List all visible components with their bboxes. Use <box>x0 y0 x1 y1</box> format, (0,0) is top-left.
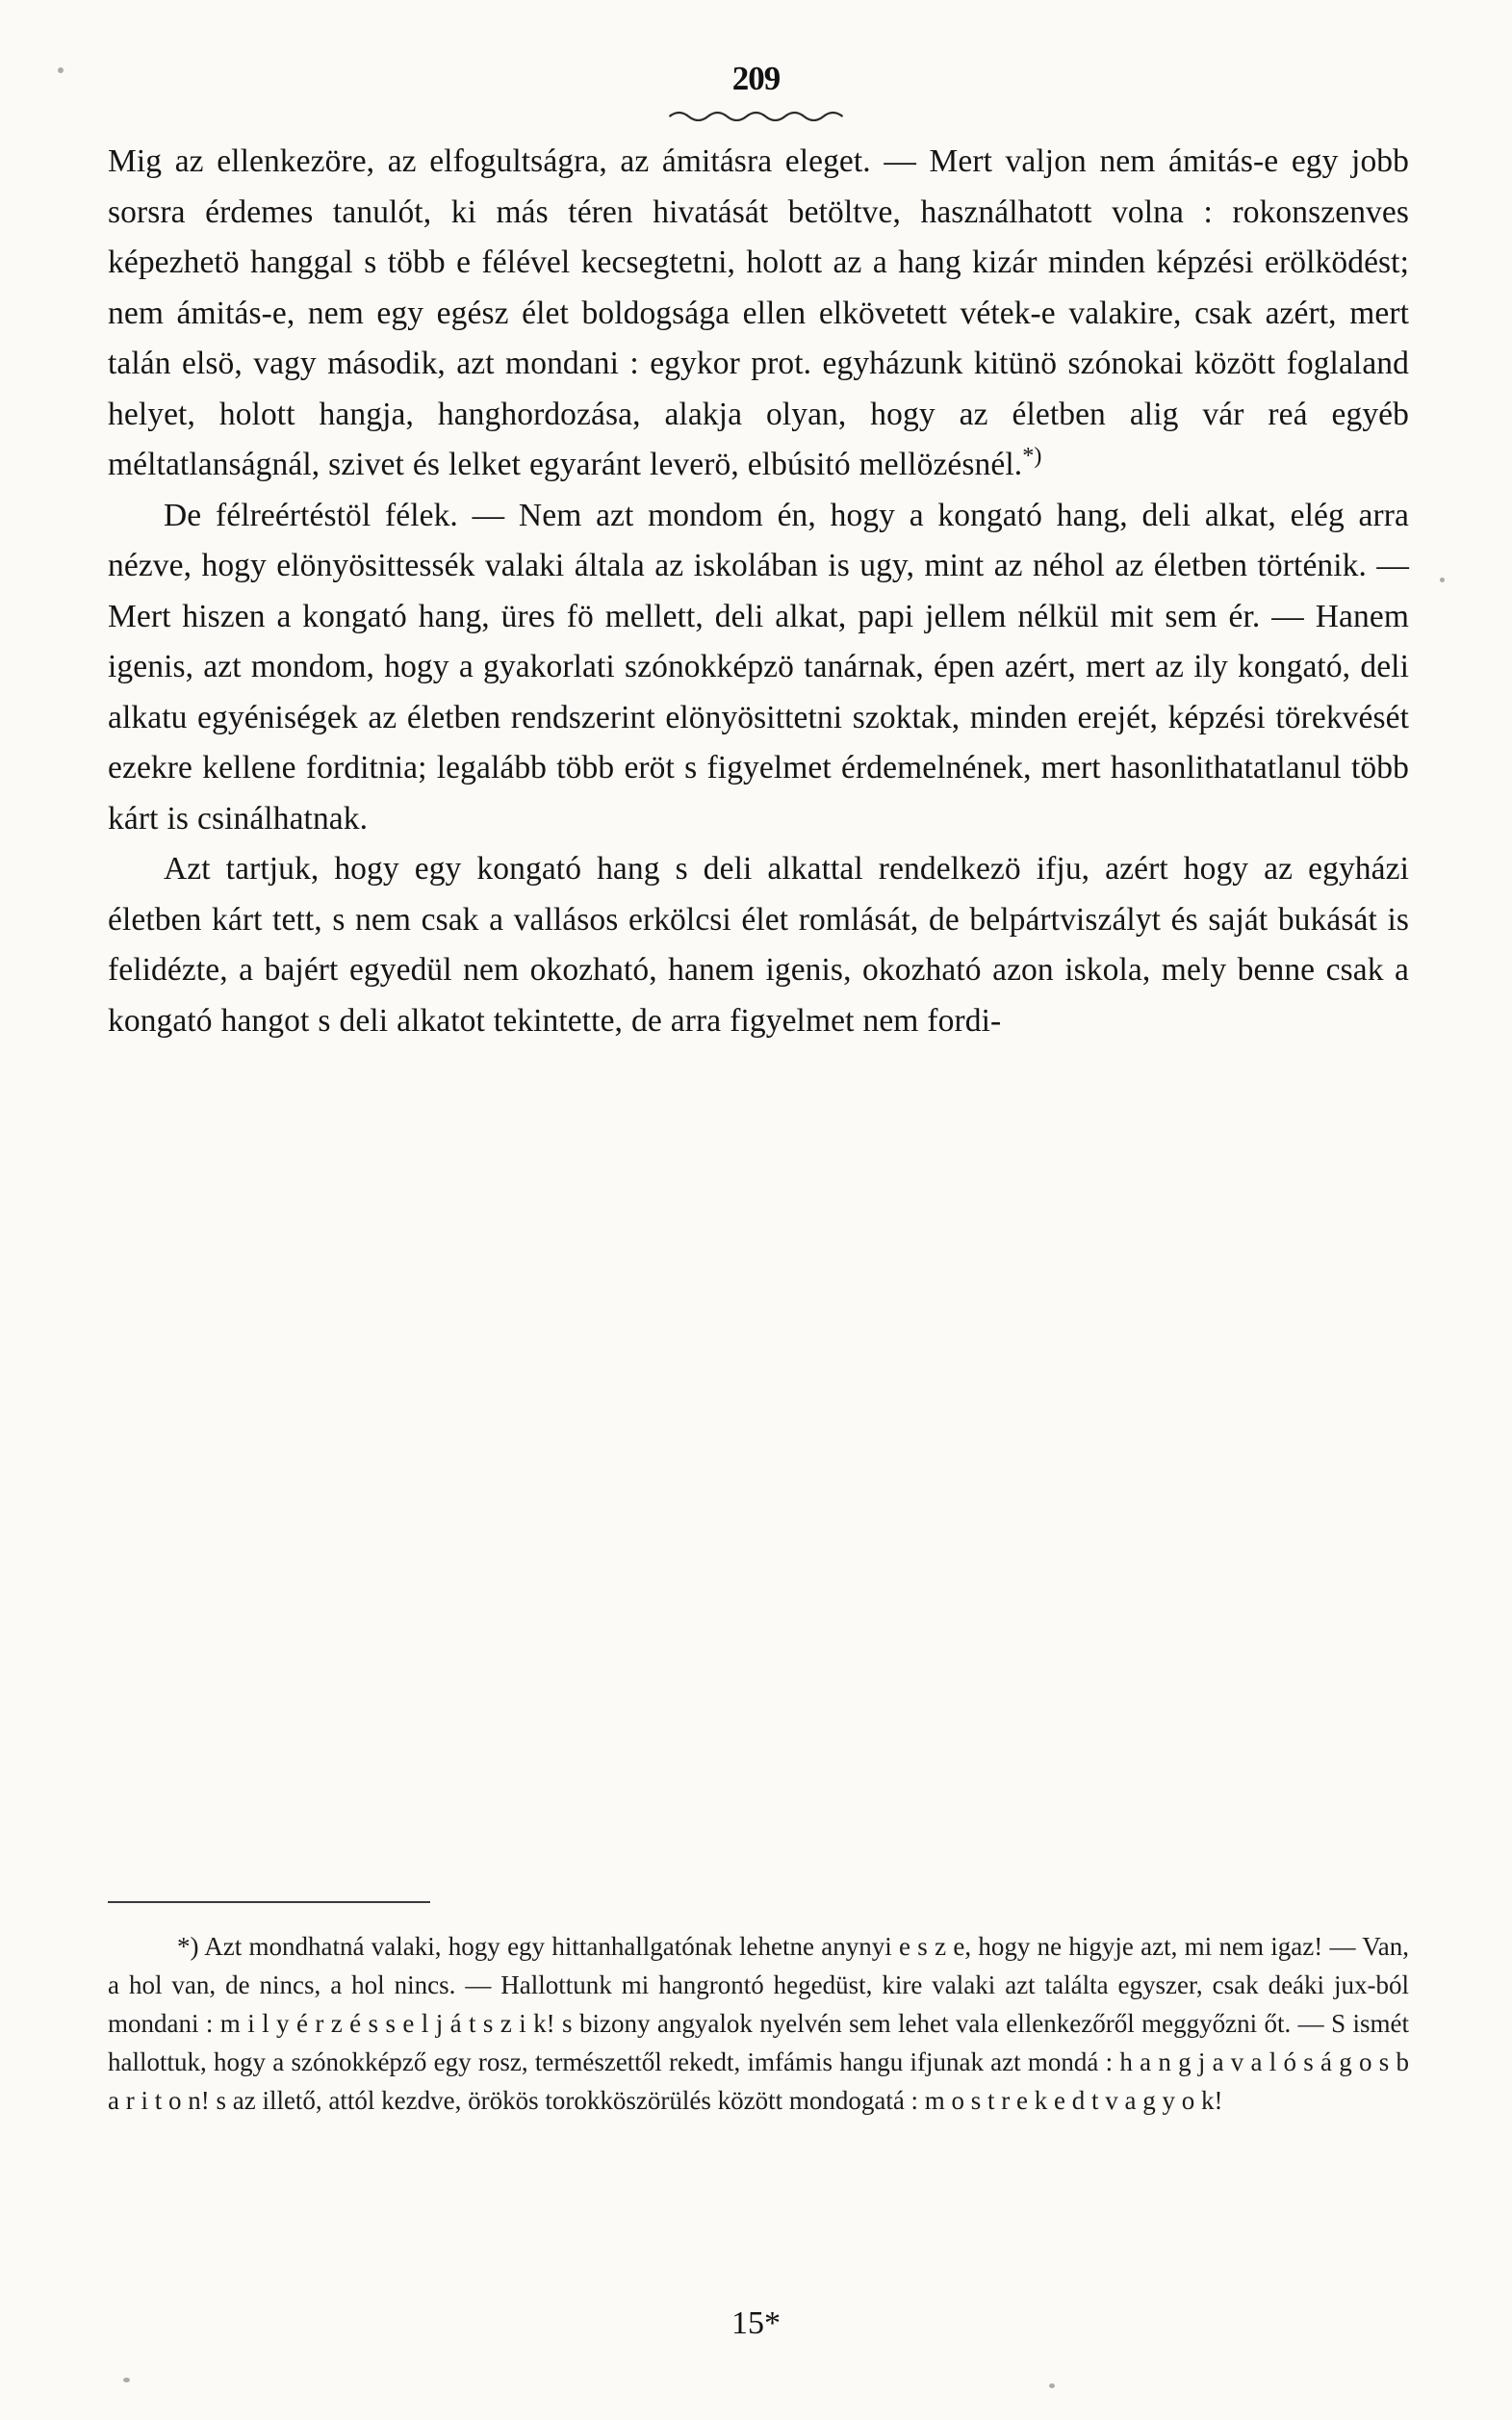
footnote-separator <box>108 1901 430 1903</box>
page-number: 209 <box>731 60 781 97</box>
footnote-block <box>108 1927 1409 2120</box>
scan-speck <box>123 2378 130 2382</box>
page-number-flourish <box>667 108 845 121</box>
scan-speck <box>1440 578 1445 582</box>
paragraph-3: Azt tartjuk, hogy egy kongató hang s deli alkattal rendelkezö ifju, azért hogy az egyházi életben kárt tett, s nem csak a vallásos erkölcsi élet romlását, de belpártviszályt és saját bukását is felidézte, a bajért egyedül nem okozható, hanem igenis, okozható azon iskola, mely benne csak a kongató hangot s deli alkatot tekintette, de arra figyelmet nem fordi- <box>108 851 1409 1039</box>
paragraph-2: De félreértéstöl félek. — Nem azt mondom én, hogy a kongató hang, deli alkat, elég arra nézve, hogy elönyösittessék valaki általa az iskolában is ugy, mint az néhol az életben történik. — Mert hiszen a kongató hang, üres fö mellett, deli alkat, papi jellem nélkül mit sem ér. — Hanem igenis, azt mondom, hogy a gyakorlati szónokképzö tanárnak, épen azért, mert az ily kongató, deli alkatu egyéniségek az életben rendszerint elönyösittetni szoktak, minden erejét, képzési törekvését ezekre kellene forditnia; legalább több eröt s figyelmet érdemelnének, mert hasonlithatatlanul több kárt is csinálhatnak. <box>108 497 1409 837</box>
paragraph-1: Mig az ellenkezöre, az elfogultságra, az ámitásra eleget. — Mert valjon nem ámitás-e egy jobb sorsra érdemes tanulót, ki más téren hivatását betöltve, használhatott volna : rokonszenves képezhetö hanggal s több e félével kecsegtetni, holott az a hang kizár minden képzési erölködést; nem ámitás-e, nem egy egész élet boldogsága ellen elkövetett vétek-e valakire, csak azért, mert talán elsö, vagy második, azt mondani : egykor prot. egyházunk kitünö szónokai között foglaland helyet, holott hangja, hanghordozása, alakja olyan, hogy az életben alig vár reá egyéb méltatlanságnál, szivet és lelket egyaránt leverö, elbúsitó mellözésnél.*) <box>108 143 1409 482</box>
signature-mark: 15* <box>731 2305 781 2341</box>
footnote-reference: *) <box>1022 443 1042 469</box>
scan-speck <box>1049 2383 1055 2388</box>
scan-speck <box>58 67 64 73</box>
page-body <box>108 137 1409 1046</box>
footnote-text: *) Azt mondhatná valaki, hogy egy hittanhallgatónak lehetne anynyi e s z e, hogy ne higyje azt, mi nem igaz! — Van, a hol van, de nincs, a hol nincs. — Hallottunk mi hangrontó hegedüst, kire valaki azt találta egyszer, csak deáki jux-ból mondani : m i l y é r z é s s e l j á t s z i k! s bizony angyalok nyelvén sem lehet vala ellenkezőről meggyőzni őt. — S ismét hallottuk, hogy a szónokképző egy rosz, természettől rekedt, imfámis hangu ifjunak azt mondá : h a n g j a v a l ó s á g o s b a r i t o n! s az illető, attól kezdve, örökös torokköszörülés között mondogatá : m o s t r e k e d t v a g y o k! <box>108 1932 1409 2115</box>
